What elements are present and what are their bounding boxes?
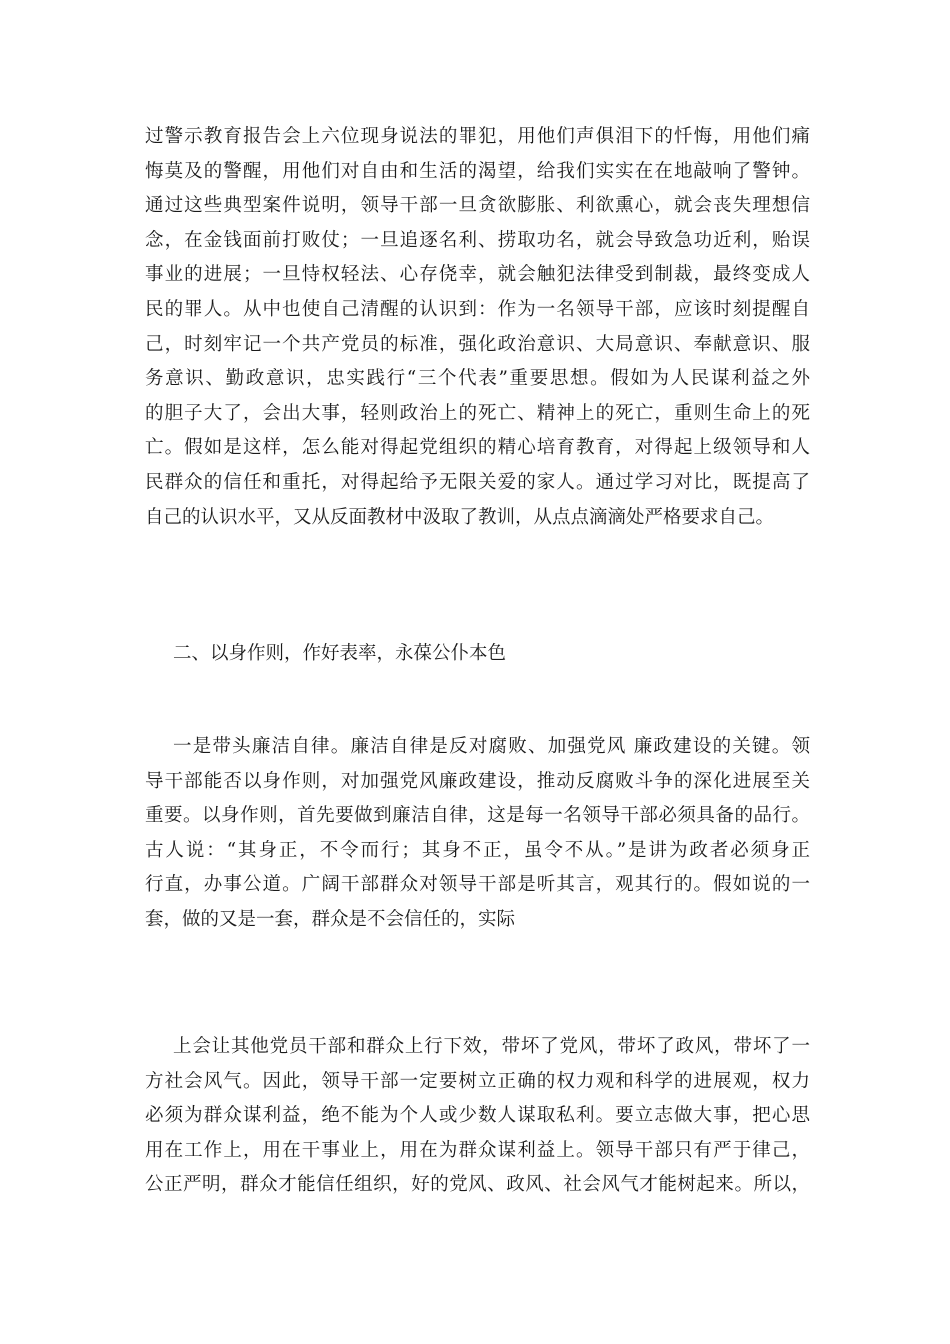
- text-line: 民群众的信任和重托，对得起给予无限关爱的家人。通过学习对比，既提高了: [145, 471, 810, 493]
- text-line: 公正严明，群众才能信任组织，好的党风、政风、社会风气才能树起来。所以，: [145, 1174, 810, 1196]
- text-line: 事业的进展；一旦恃权轻法、心存侥幸，就会触犯法律受到制裁，最终变成人: [145, 264, 810, 286]
- text-line: 过警示教育报告会上六位现身说法的罪犯，用他们声俱泪下的忏悔，用他们痛: [145, 126, 810, 147]
- text-line: 自己的认识水平，又从反面教材中汲取了教训，从点点滴滴处严格要求自己。: [145, 506, 775, 528]
- section-heading: 二、以身作则，作好表率，永葆公仆本色: [173, 643, 507, 664]
- text-line: 古人说：“其身正，不令而行；其身不正，虽令不从。”是讲为政者必须身正: [145, 839, 810, 861]
- text-line: 方社会风气。因此，领导干部一定要树立正确的权力观和科学的进展观，权力: [145, 1070, 810, 1092]
- paragraph-continuation: [145, 1030, 810, 1203]
- text-line: 亡。假如是这样，怎么能对得起党组织的精心培育教育，对得起上级领导和人: [145, 437, 810, 459]
- text-line: 上会让其他党员干部和群众上行下效，带坏了党风，带坏了政风，带坏了一: [173, 1036, 810, 1057]
- text-line: 民的罪人。从中也使自己清醒的认识到：作为一名领导干部，应该时刻提醒自: [145, 298, 810, 320]
- text-line: 重要。以身作则，首先要做到廉洁自律，这是每一名领导干部必须具备的品行。: [145, 805, 810, 827]
- text-line: 导干部能否以身作则，对加强党风廉政建设，推动反腐败斗争的深化进展至关: [145, 770, 810, 792]
- paragraph-discipline-reflection: [145, 120, 810, 535]
- text-line: 一是带头廉洁自律。廉洁自律是反对腐败、加强党风 廉政建设的关键。领: [173, 736, 810, 757]
- paragraph-self-discipline: [145, 730, 810, 938]
- text-line: 的胆子大了，会出大事，轻则政治上的死亡、精神上的死亡，重则生命上的死: [145, 402, 810, 424]
- text-line: 念，在金钱面前打败仗；一旦追逐名利、捞取功名，就会导致急功近利，贻误: [145, 229, 810, 251]
- text-line: 己，时刻牢记一个共产党员的标准，强化政治意识、大局意识、奉献意识、服: [145, 333, 810, 355]
- text-line: 通过这些典型案件说明，领导干部一旦贪欲膨胀、利欲熏心，就会丧失理想信: [145, 195, 810, 217]
- text-line: 悔莫及的警醒，用他们对自由和生活的渴望，给我们实实在在地敲响了警钟。: [145, 160, 810, 182]
- text-line: 套，做的又是一套，群众是不会信任的，实际: [145, 908, 516, 930]
- text-line: 必须为群众谋利益，绝不能为个人或少数人谋取私利。要立志做大事，把心思: [145, 1105, 810, 1127]
- text-line: 务意识、勤政意识，忠实践行“三个代表”重要思想。假如为人民谋利益之外: [145, 368, 810, 390]
- text-line: 用在工作上，用在干事业上，用在为群众谋利益上。领导干部只有严于律己，: [145, 1139, 810, 1161]
- text-line: 行直，办事公道。广阔干部群众对领导干部是听其言，观其行的。假如说的一: [145, 874, 810, 896]
